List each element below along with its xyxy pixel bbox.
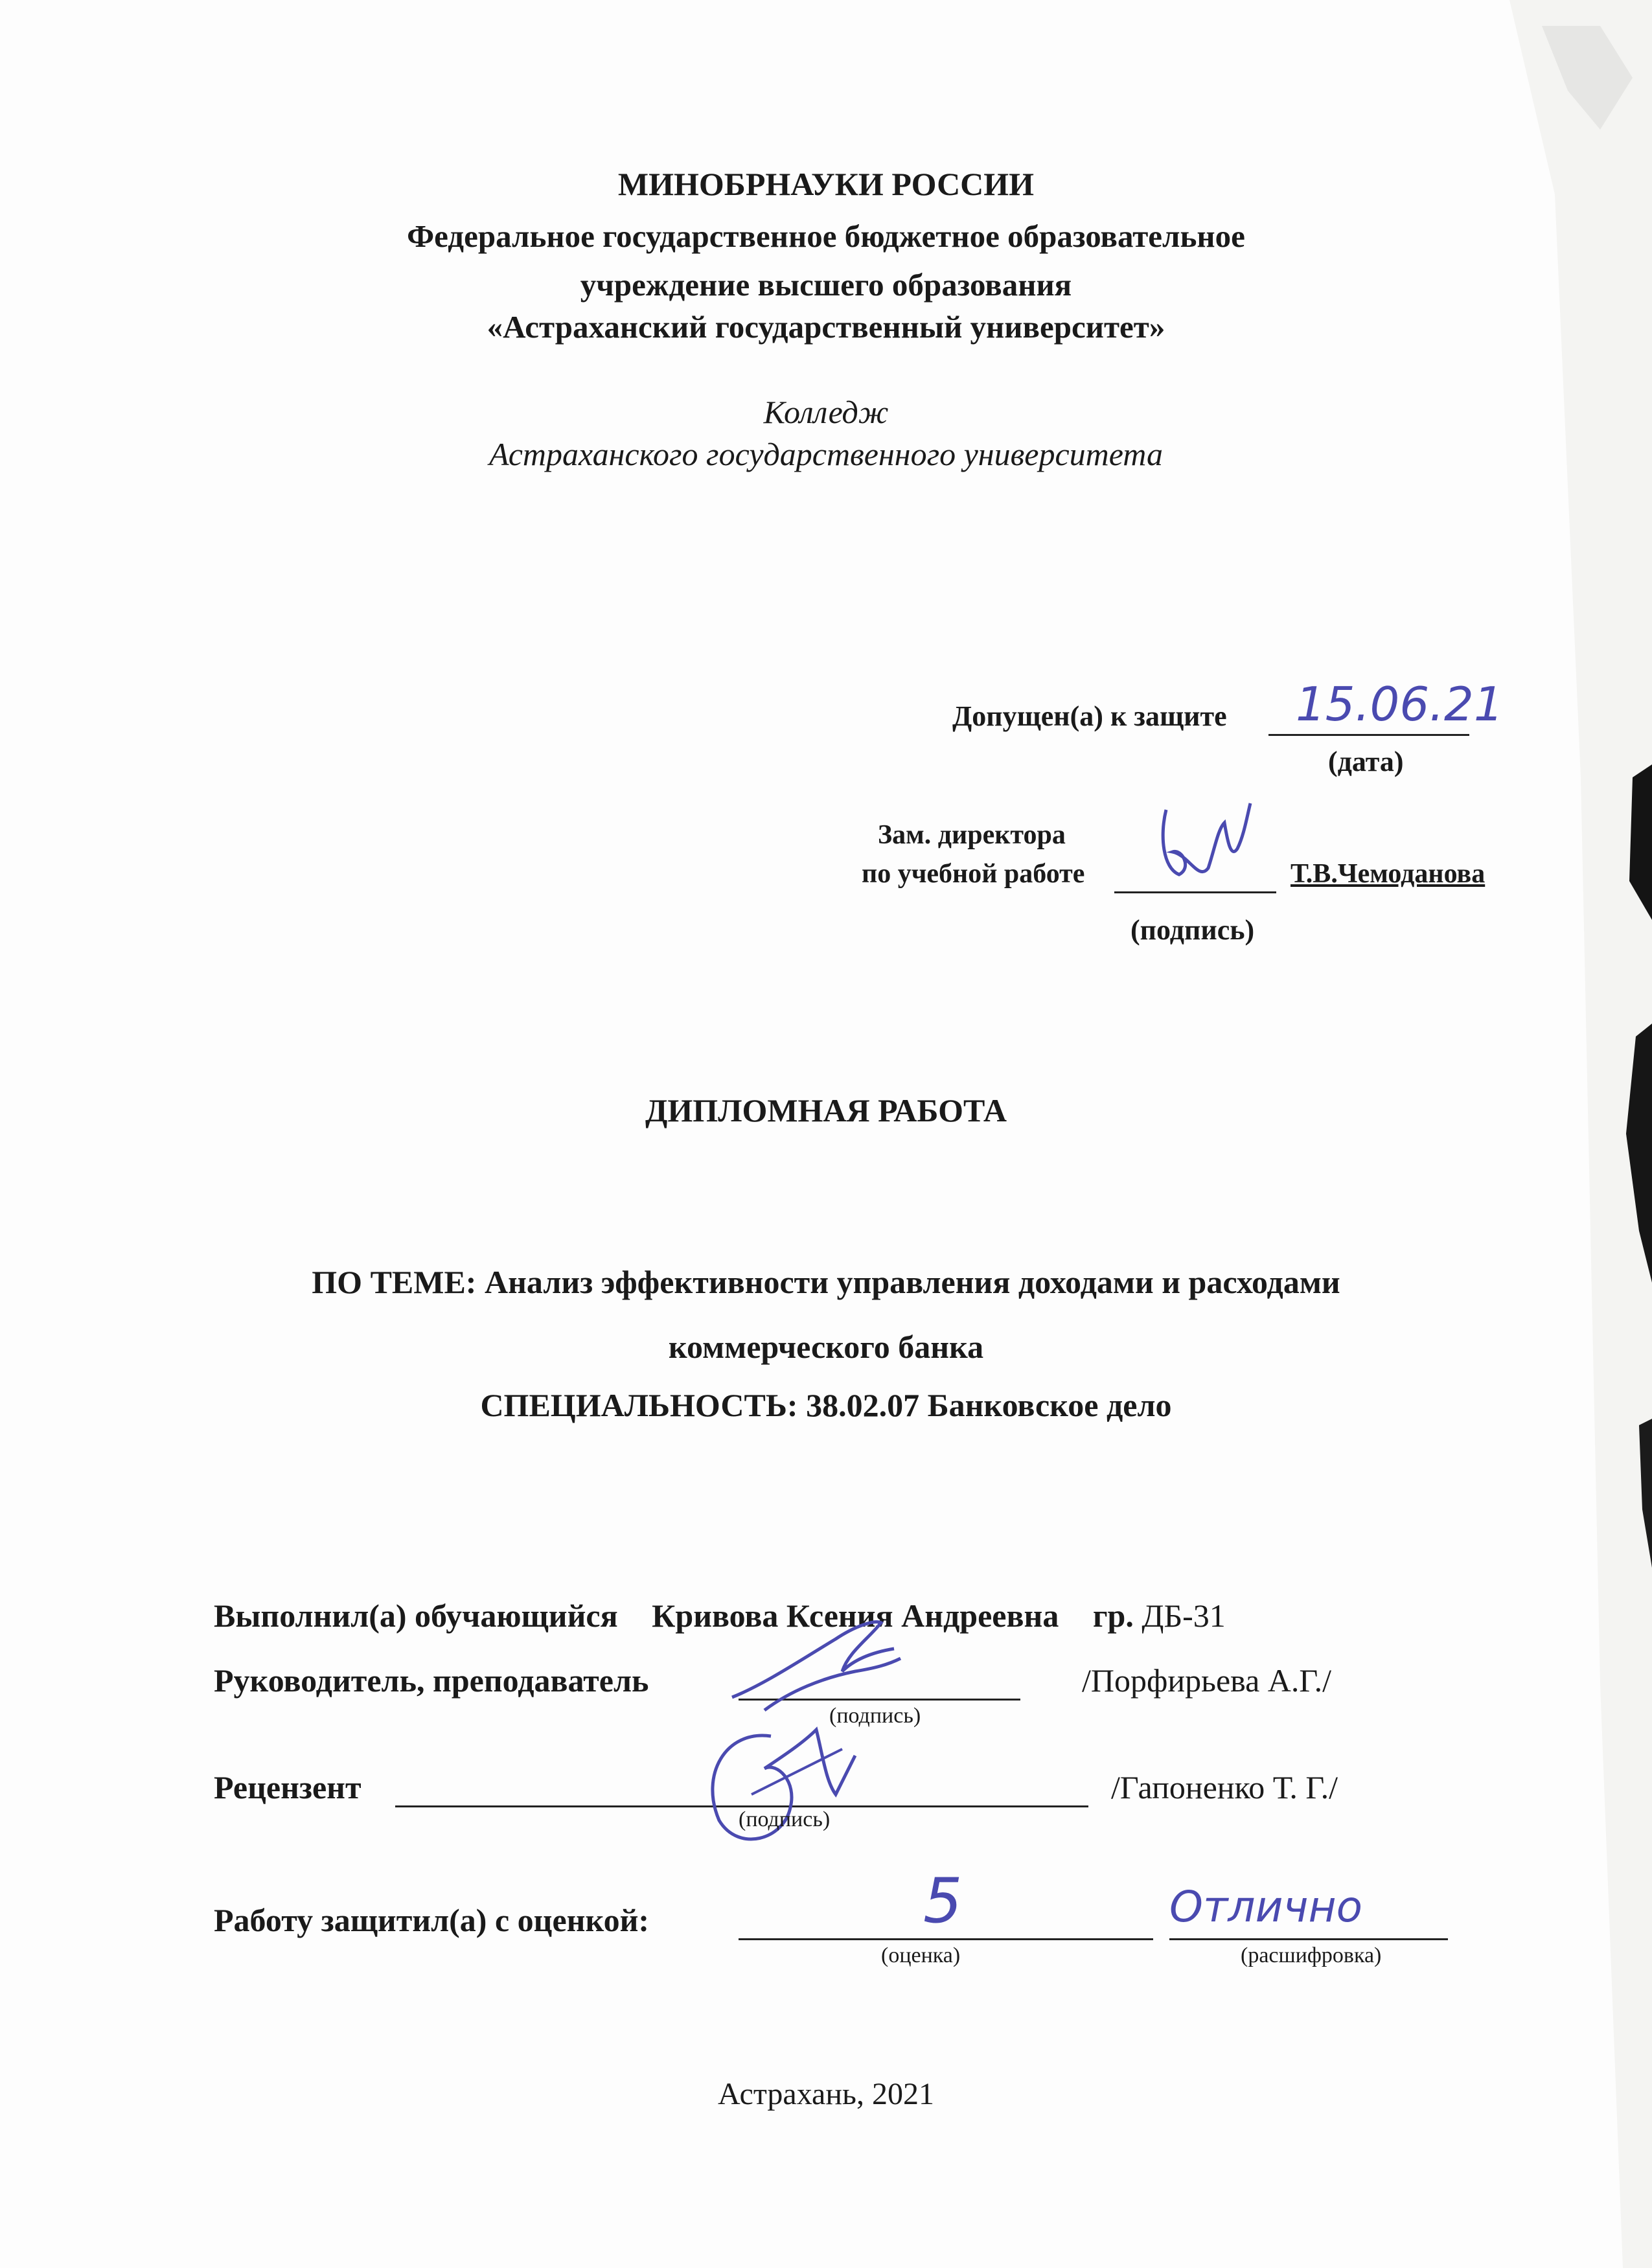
- student-name: Кривова Ксения Андреевна: [652, 1598, 1059, 1634]
- deputy-title-line-1: Зам. директора: [878, 820, 1066, 850]
- institution-line-1: Федеральное государственное бюджетное образовательное: [407, 218, 1245, 254]
- deputy-title-line-2: по учебной работе: [862, 859, 1085, 889]
- institution-line-2: учреждение высшего образования: [580, 267, 1072, 303]
- reviewer-signature-caption: (подпись): [739, 1807, 831, 1831]
- ministry-title: МИНОБРНАУКИ РОССИИ: [617, 166, 1035, 202]
- student-row: [214, 1597, 1226, 1634]
- college-line-1: Колледж: [763, 394, 889, 430]
- deputy-signature: [1153, 797, 1257, 894]
- grade-caption: (оценка): [881, 1943, 961, 1967]
- reviewer-signature: [674, 1710, 868, 1859]
- deputy-name: Т.В.Чемоданова: [1291, 859, 1486, 889]
- topic-line-2: коммерческого банка: [668, 1329, 984, 1365]
- city-year: Астрахань, 2021: [718, 2077, 934, 2111]
- deputy-signature-caption: (подпись): [1130, 914, 1255, 946]
- group-value: ДБ-31: [1141, 1598, 1226, 1634]
- grade-label: Работу защитил(а) с оценкой:: [214, 1902, 650, 1938]
- supervisor-signature-caption: (подпись): [829, 1704, 921, 1728]
- decode-caption: (расшифровка): [1241, 1943, 1382, 1967]
- supervisor-label: Руководитель, преподаватель: [214, 1662, 649, 1699]
- admitted-date-handwritten: 15.06.21: [1296, 677, 1504, 731]
- grade-value-handwritten: 5: [923, 1866, 963, 1937]
- group-label: гр.: [1092, 1598, 1134, 1634]
- institution-line-3: «Астраханский государственный университет»: [487, 309, 1165, 345]
- topic-line-1: ПО ТЕМЕ: Анализ эффективности управления доходами и расходами: [312, 1264, 1340, 1300]
- college-line-2: Астраханского государственного университета: [488, 436, 1164, 472]
- date-caption: (дата): [1328, 746, 1404, 777]
- admitted-label: Допущен(а) к защите: [952, 700, 1227, 732]
- specialty: СПЕЦИАЛЬНОСТЬ: 38.02.07 Банковское дело: [480, 1387, 1172, 1423]
- grade-text-handwritten: Отлично: [1169, 1882, 1362, 1932]
- student-label: Выполнил(а) обучающийся: [214, 1598, 618, 1634]
- reviewer-name: /Гапоненко Т. Г./: [1111, 1769, 1338, 1805]
- document-type: ДИПЛОМНАЯ РАБОТА: [645, 1092, 1007, 1128]
- supervisor-name: /Порфирьева А.Г./: [1082, 1662, 1332, 1699]
- reviewer-label: Рецензент: [214, 1769, 361, 1805]
